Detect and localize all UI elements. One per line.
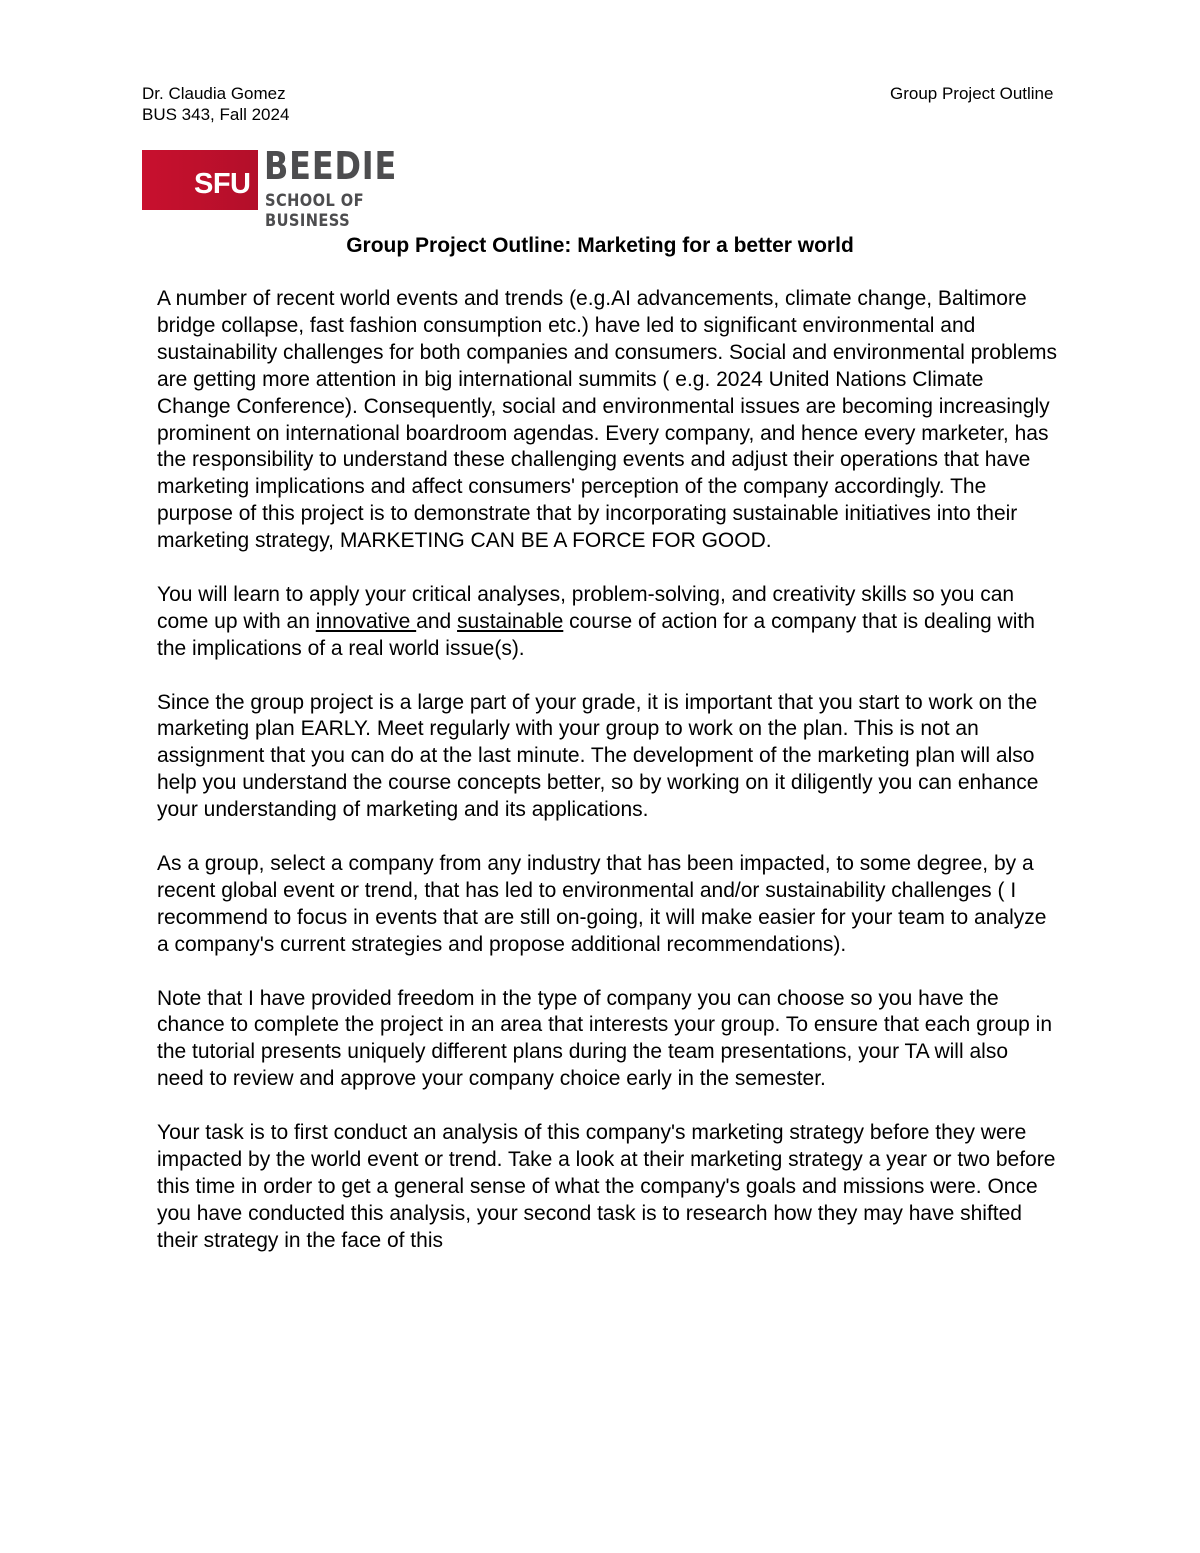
- logo-school-text: SCHOOL OF BUSINESS: [265, 191, 365, 231]
- logo-red-block: [142, 150, 258, 210]
- header-left: [142, 83, 289, 125]
- logo-beedie-text: BEEDIE: [264, 144, 398, 188]
- course-info: BUS 343, Fall 2024: [142, 105, 290, 124]
- paragraph-start-early: Since the group project is a large part of your grade, it is important that you start to work on the marketing plan EARLY. Meet regularly with your group to work on the plan. This is not an assignment that you can do at the last minute. The development of the marketing plan will also help you understand the course concepts better, so by working on it diligently you can enhance your understanding of marketing and its applications.: [157, 690, 1039, 822]
- paragraph-skills: [157, 582, 1057, 663]
- document-body: [157, 286, 1057, 1281]
- author-name: Dr. Claudia Gomez: [142, 84, 286, 103]
- underlined-sustainable: sustainable: [457, 609, 564, 633]
- paragraph-select-company: As a group, select a company from any industry that has been impacted, to some degree, by a recent global event or trend, that has led to environmental and/or sustainability challenges ( I recommend to focus in events that are still on-going, it will make easier for your team to analyze a company's current strategies and propose additional recommendations).: [157, 851, 1047, 956]
- paragraph-intro: A number of recent world events and trends (e.g.AI advancements, climate change, Baltimore bridge collapse, fast fashion consumption etc.) have led to significant environmental and sustainability challenges for both companies and consumers. Social and environmental problems are getting more attention in big international summits ( e.g. 2024 United Nations Climate Change Conference). Consequently, social and environmental issues are becoming increasingly prominent on international boardroom agendas. Every company, and hence every marketer, has the responsibility to understand these challenging events and adjust their operations that have marketing implications and affect consumers' perception of the company accordingly. The purpose of this project is to demonstrate that by incorporating sustainable initiatives into their marketing strategy, MARKETING CAN BE A FORCE FOR GOOD.: [157, 287, 1057, 553]
- document-title: Group Project Outline: Marketing for a better world: [346, 234, 854, 257]
- paragraph-skills-part-c: course of action for a company that is dealing with the implications of a real world issue(s).: [157, 609, 1035, 660]
- paragraph-skills-part-b: and: [416, 609, 458, 633]
- paragraph-skills-part-a: You will learn to apply your critical analyses, problem-solving, and creativity skills so you can come up with an: [157, 582, 1015, 633]
- beedie-logo: [142, 144, 462, 231]
- paragraph-freedom: Note that I have provided freedom in the type of company you can choose so you have the chance to complete the project in an area that interests your group. To ensure that each group in the tutorial presents uniquely different plans during the team presentations, your TA will also need to review and approve your company choice early in the semester.: [157, 986, 1053, 1091]
- header-doc-label: Group Project Outline: [890, 84, 1054, 103]
- logo-sfu-text: SFU: [194, 168, 251, 200]
- paragraph-task: Your task is to first conduct an analysis of this company's marketing strategy before they were impacted by the world event or trend. Take a look at their marketing strategy a year or two before this time in order to get a general sense of what the company's goals and missions were. Once you have conducted this analysis, your second task is to research how they may have shifted their strategy in the face of this: [157, 1121, 1056, 1252]
- underlined-innovative: innovative: [315, 609, 417, 633]
